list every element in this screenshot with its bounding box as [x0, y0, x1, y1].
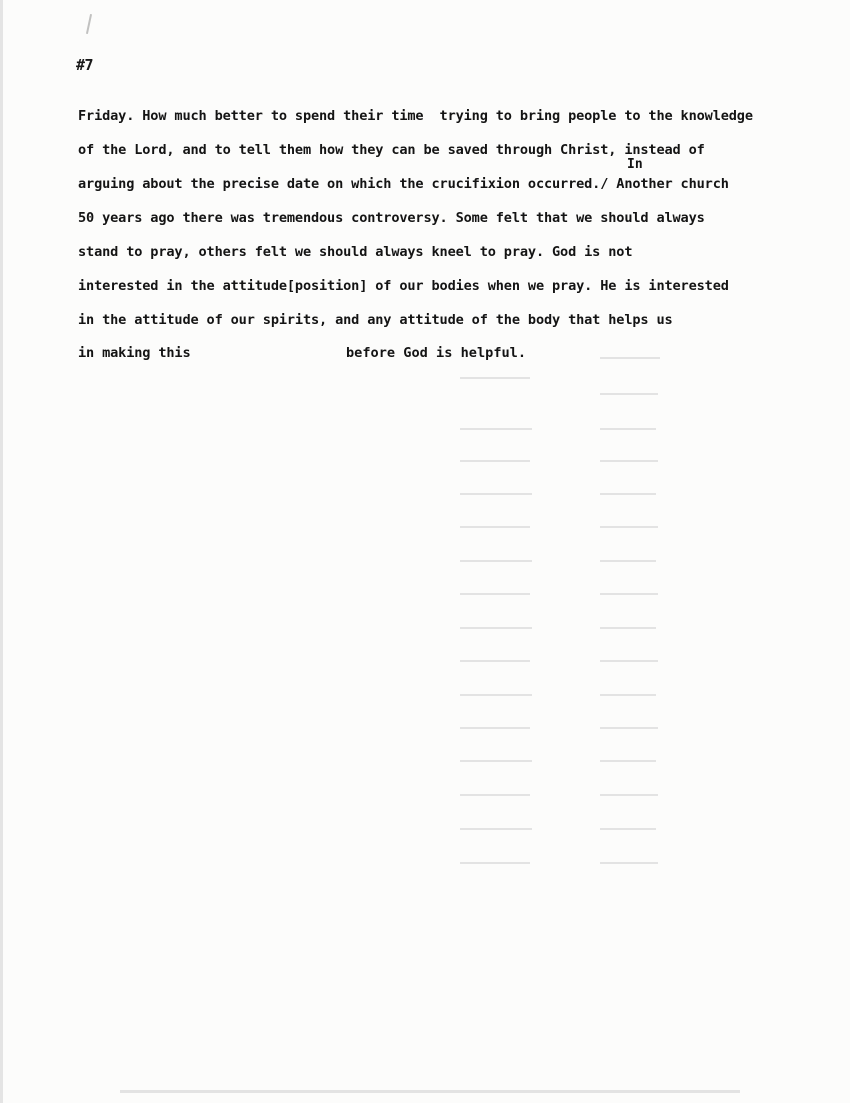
text-line-8-start: in making this	[78, 345, 191, 361]
text-line-8-end: before God is helpful.	[346, 345, 527, 361]
text-line-7: in the attitude of our spirits, and any attitude of the body that helps us	[78, 312, 673, 328]
text-line-6: interested in the attitude[position] of our bodies when we pray. He is interested	[78, 278, 729, 294]
text-line-2: of the Lord, and to tell them how they can be saved through Christ, instead of	[78, 142, 705, 158]
text-line-4: 50 years ago there was tremendous controversy. Some felt that we should always	[78, 210, 705, 226]
pencil-mark	[86, 14, 92, 34]
page-edge	[0, 0, 3, 1103]
text-line-5: stand to pray, others felt we should always kneel to pray. God is not	[78, 244, 633, 260]
handwritten-insert-note: In	[627, 157, 643, 172]
text-line-1: Friday. How much better to spend their time trying to bring people to the knowledge	[78, 108, 753, 124]
page-number: #7	[76, 56, 94, 74]
text-line-3: arguing about the precise date on which the crucifixion occurred./ Another church	[78, 176, 729, 192]
